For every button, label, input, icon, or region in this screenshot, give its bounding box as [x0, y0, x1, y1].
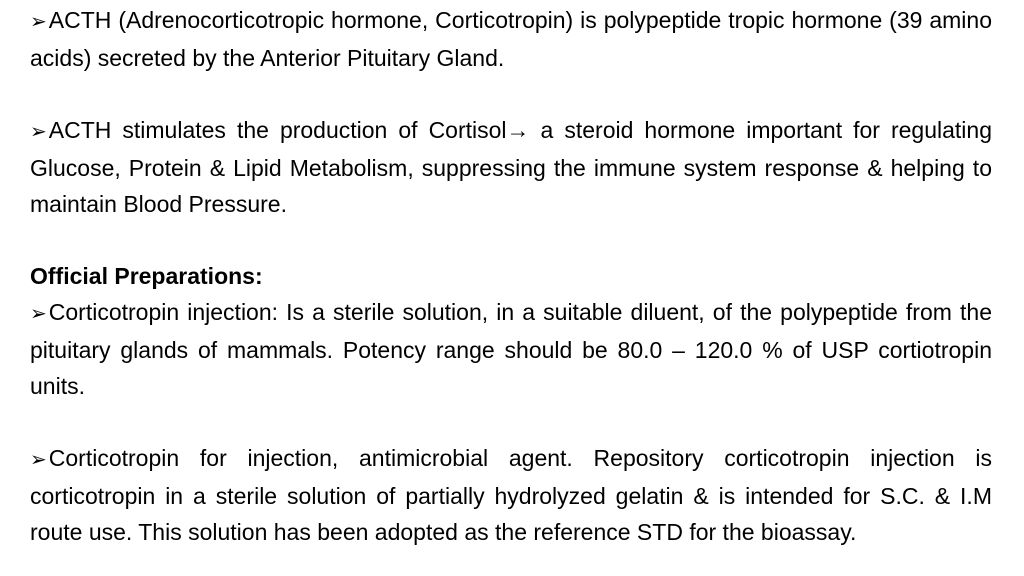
arrow-bullet-icon: ➢ — [30, 449, 47, 471]
paragraph-acth-function — [30, 112, 992, 222]
spacer — [30, 404, 992, 440]
paragraph-corticotropin-for-injection — [30, 440, 992, 550]
paragraph-corticotropin-injection — [30, 294, 992, 404]
arrow-bullet-icon: ➢ — [30, 121, 47, 143]
arrow-bullet-icon: ➢ — [30, 11, 47, 33]
paragraph-text: Corticotropin injection: Is a sterile solution, in a suitable diluent, of the polypeptide from the pituitary glands of mammals. Potency range should be 80.0 – 120.0 % of USP cortiotropin units. — [30, 299, 992, 399]
spacer — [30, 222, 992, 258]
official-preparations-heading: Official Preparations: — [30, 263, 263, 289]
paragraph-text: ACTH (Adrenocorticotropic hormone, Corticotropin) is polypeptide tropic hormone (39 amino acids) secreted by the Anterior Pituitary Gland. — [30, 7, 992, 71]
paragraph-text: ACTH stimulates the production of Cortisol→ a steroid hormone important for regulating Glucose, Protein & Lipid Metabolism, suppressing the immune system response & helping to maintain Blood Pressure. — [30, 117, 992, 217]
paragraph-acth-definition — [30, 2, 992, 76]
arrow-bullet-icon: ➢ — [30, 303, 47, 325]
spacer — [30, 76, 992, 112]
slide-content — [30, 2, 992, 550]
paragraph-text: Corticotropin for injection, antimicrobial agent. Repository corticotropin injection is corticotropin in a sterile solution of partially hydrolyzed gelatin & is intended for S.C. & I.M route use. This solution has been adopted as the reference STD for the bioassay. — [30, 445, 992, 545]
